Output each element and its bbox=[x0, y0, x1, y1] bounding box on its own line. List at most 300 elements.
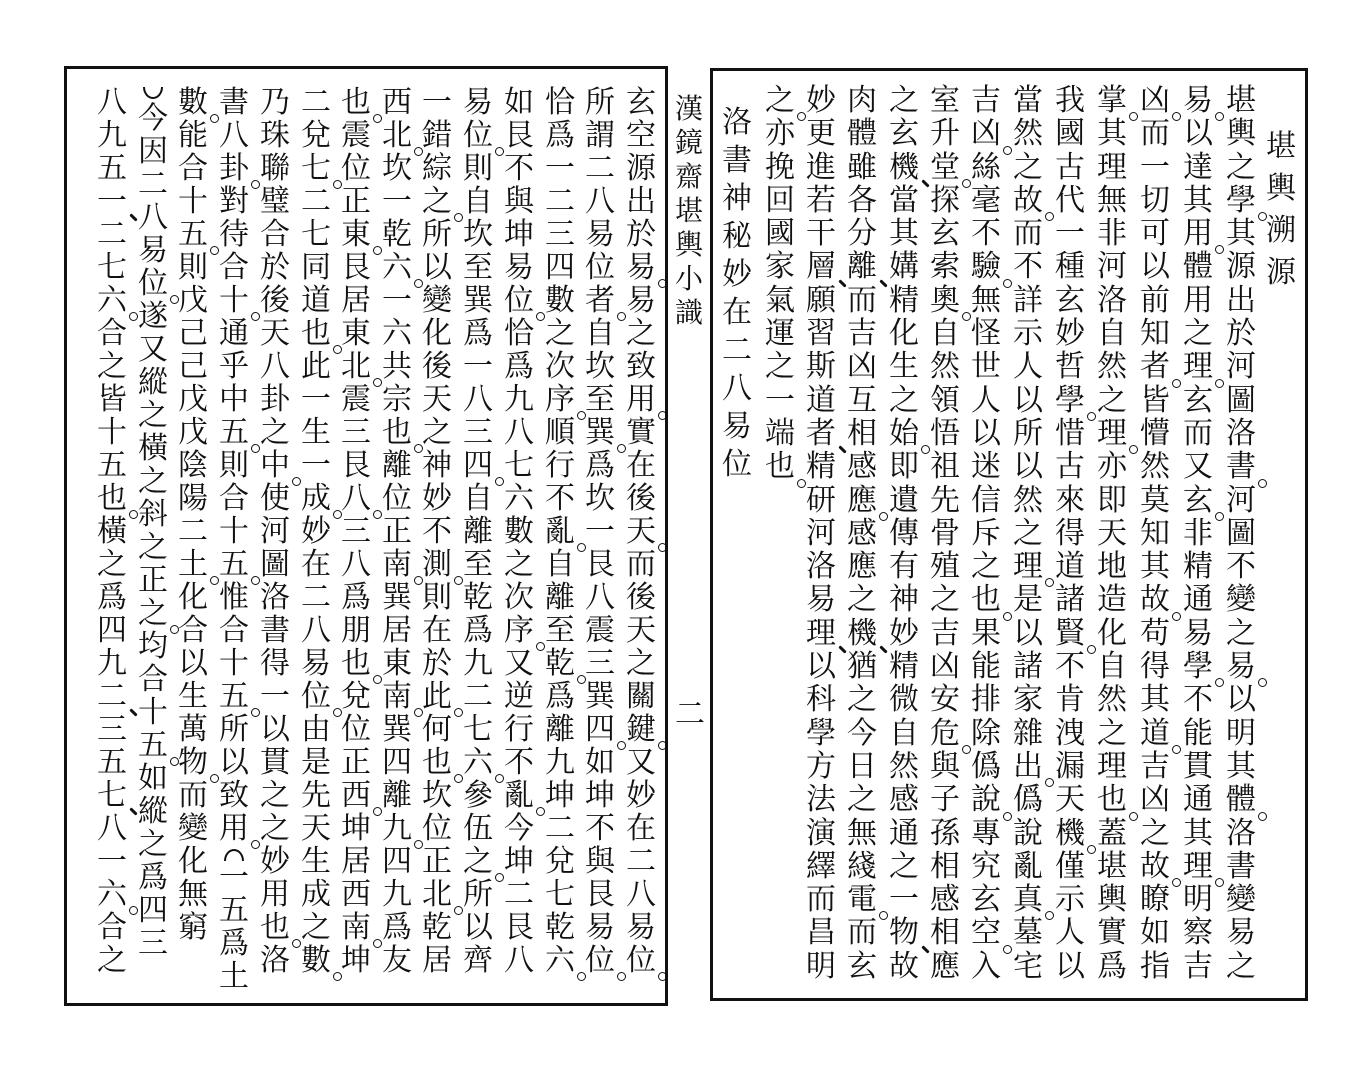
character: 明 bbox=[1183, 882, 1213, 918]
character: 之 bbox=[1013, 149, 1043, 185]
character: 一 bbox=[1140, 149, 1170, 185]
character: 變 bbox=[422, 283, 452, 318]
character: 坎 bbox=[422, 778, 452, 813]
character: 之 bbox=[1226, 948, 1256, 984]
character: 十 bbox=[219, 514, 249, 549]
character: 於 bbox=[260, 250, 290, 285]
character: 堂 bbox=[926, 151, 964, 184]
character: 伍 bbox=[463, 811, 493, 846]
character: 河 bbox=[1097, 249, 1127, 285]
character: 洛 bbox=[260, 943, 290, 978]
character: 體 bbox=[847, 116, 877, 152]
character: 其 bbox=[1140, 682, 1170, 718]
character: 不 bbox=[585, 811, 615, 846]
character: 此 bbox=[418, 680, 456, 713]
character: 位 bbox=[581, 944, 619, 977]
character: 斯 bbox=[806, 349, 836, 385]
character: 氣 bbox=[765, 282, 795, 318]
character: 巽 bbox=[581, 416, 619, 449]
character: 七 bbox=[545, 877, 575, 912]
character: 理 bbox=[1097, 149, 1127, 185]
character: 而 bbox=[626, 547, 656, 582]
character: 說 bbox=[967, 783, 1005, 816]
character: 逆 bbox=[504, 679, 534, 714]
character: 爲 bbox=[463, 613, 493, 648]
running-head bbox=[670, 92, 708, 330]
character: 四 bbox=[581, 713, 619, 746]
character: 者 bbox=[581, 284, 619, 317]
character: 朋 bbox=[341, 613, 371, 648]
character: 然 bbox=[1013, 116, 1043, 152]
character: 一 bbox=[93, 185, 131, 218]
character: 精 bbox=[889, 282, 919, 318]
character: 空 bbox=[967, 916, 1005, 949]
character: 然 bbox=[889, 748, 919, 784]
character: 四 bbox=[138, 893, 168, 928]
character: 一 bbox=[422, 85, 452, 120]
character: 遂 bbox=[138, 299, 168, 334]
character: 玄 bbox=[1055, 282, 1085, 318]
character: 家 bbox=[1013, 682, 1043, 718]
character: 今 bbox=[847, 715, 877, 751]
character: 學 bbox=[806, 715, 836, 751]
character: 易 bbox=[1222, 650, 1260, 683]
character: 九 bbox=[382, 877, 412, 912]
character: 坤 bbox=[341, 811, 371, 846]
character: 吉 bbox=[847, 316, 877, 352]
character: 以 bbox=[463, 910, 493, 945]
character: 用 bbox=[215, 812, 253, 845]
character: 之 bbox=[260, 415, 290, 450]
character: 五 bbox=[97, 745, 127, 780]
character: 以 bbox=[219, 745, 249, 780]
character: 理 bbox=[1093, 417, 1131, 450]
character: 正 bbox=[138, 563, 168, 598]
character: 用 bbox=[1183, 282, 1213, 318]
character: 二 bbox=[722, 333, 752, 368]
character: 之 bbox=[847, 682, 877, 718]
character: 位 bbox=[382, 481, 412, 516]
character: 其 bbox=[1226, 216, 1256, 252]
character: 爲 bbox=[463, 316, 493, 351]
character: 也 bbox=[337, 86, 375, 119]
character: 艮 bbox=[504, 910, 534, 945]
character: 媾 bbox=[889, 249, 919, 285]
character: 萬 bbox=[178, 712, 208, 747]
character: 妙 bbox=[722, 257, 752, 292]
character: 之 bbox=[1140, 815, 1170, 851]
character: 是 bbox=[301, 745, 331, 780]
character: 二 bbox=[138, 167, 168, 202]
character: 端 bbox=[765, 415, 795, 451]
text-column bbox=[93, 86, 131, 977]
character: 僞 bbox=[1013, 782, 1043, 818]
character: 雖 bbox=[847, 149, 877, 185]
character: 以 bbox=[1226, 682, 1256, 718]
character: 位 bbox=[722, 447, 752, 482]
character: 至 bbox=[545, 613, 575, 648]
character: 漢 bbox=[674, 92, 703, 125]
character: 五 bbox=[219, 893, 249, 928]
punctuation-mark bbox=[797, 479, 806, 488]
character: 索 bbox=[930, 249, 960, 285]
character: 北 bbox=[337, 350, 375, 383]
character: 妙 bbox=[260, 844, 290, 879]
character: 通 bbox=[219, 316, 249, 351]
character: 洛 bbox=[806, 549, 836, 585]
character: 震 bbox=[341, 118, 371, 153]
character: 八 bbox=[97, 811, 127, 846]
character: 爲 bbox=[138, 860, 168, 895]
character: 如 bbox=[504, 85, 534, 120]
character: 無 bbox=[971, 282, 1001, 318]
character: 也 bbox=[378, 416, 416, 449]
character: 進 bbox=[806, 149, 836, 185]
character: 不 bbox=[1183, 682, 1213, 718]
character: 位 bbox=[134, 267, 172, 300]
character: 信 bbox=[971, 482, 1001, 518]
character: 河 bbox=[260, 514, 290, 549]
character: 用 bbox=[260, 877, 290, 912]
character: 八 bbox=[260, 349, 290, 384]
character: 肯 bbox=[1055, 682, 1085, 718]
character: 恰 bbox=[545, 85, 575, 120]
character: 國 bbox=[765, 216, 795, 252]
character: 科 bbox=[806, 682, 836, 718]
character: 圖 bbox=[1226, 515, 1256, 551]
character: 三 bbox=[97, 712, 127, 747]
character: 至 bbox=[585, 382, 615, 417]
character: 貫 bbox=[1183, 748, 1213, 784]
character: 當 bbox=[1013, 83, 1043, 118]
character: 以 bbox=[1055, 948, 1085, 984]
character: 之 bbox=[765, 349, 795, 385]
character: 至 bbox=[463, 547, 493, 582]
character: 與 bbox=[930, 748, 960, 784]
character: 一 bbox=[545, 151, 575, 186]
character: 蓋 bbox=[1097, 815, 1127, 851]
character: 正 bbox=[422, 844, 452, 879]
character: 變 bbox=[178, 811, 208, 846]
character: 安 bbox=[930, 682, 960, 718]
character: 以 bbox=[1013, 449, 1043, 485]
character: 三 bbox=[341, 415, 371, 450]
character: 序 bbox=[541, 383, 579, 416]
character: 神 bbox=[422, 448, 452, 483]
character: 也 bbox=[418, 746, 456, 779]
character: 坎 bbox=[463, 217, 493, 252]
character: 非 bbox=[1183, 515, 1213, 551]
character: 堪 bbox=[1226, 83, 1256, 118]
character: 亂 bbox=[500, 779, 538, 812]
character: 其 bbox=[1183, 182, 1213, 218]
character: 由 bbox=[301, 712, 331, 747]
character: 悟 bbox=[930, 415, 960, 451]
character: 三 bbox=[138, 926, 168, 961]
character: 輿 bbox=[1226, 116, 1256, 152]
character: 所 bbox=[422, 217, 452, 252]
character: 六 bbox=[541, 944, 579, 977]
character: 書 bbox=[219, 85, 249, 120]
character: 能 bbox=[1183, 715, 1213, 751]
character: 吉 bbox=[930, 615, 960, 651]
character: 層 bbox=[802, 250, 840, 283]
character: 物 bbox=[174, 746, 212, 779]
character: 友 bbox=[382, 943, 412, 978]
character: 易 bbox=[722, 409, 752, 444]
character: 一 bbox=[889, 882, 919, 918]
character: 不 bbox=[1226, 549, 1256, 585]
character: 六 bbox=[382, 316, 412, 351]
character: 之 bbox=[134, 597, 172, 630]
character: 至 bbox=[463, 250, 493, 285]
character: 二 bbox=[178, 514, 208, 549]
character: 八 bbox=[504, 415, 534, 450]
character: 吉 bbox=[1183, 948, 1213, 984]
character: 窮 bbox=[178, 910, 208, 945]
character: 二 bbox=[301, 184, 331, 219]
text-column bbox=[1093, 84, 1131, 983]
character: 四 bbox=[97, 613, 127, 648]
character: 堪 bbox=[1266, 129, 1296, 164]
character: 諸 bbox=[1013, 649, 1043, 685]
character: 不 bbox=[422, 514, 452, 549]
character: 之 bbox=[971, 549, 1001, 585]
character: 橫 bbox=[138, 431, 168, 466]
character: 自 bbox=[930, 316, 960, 352]
character: 又 bbox=[626, 745, 656, 780]
character: 諸 bbox=[1055, 582, 1085, 618]
character: 理 bbox=[1179, 850, 1217, 883]
character: 以 bbox=[806, 649, 836, 685]
character: 九 bbox=[504, 382, 534, 417]
character: 易 bbox=[504, 250, 534, 285]
character: 孫 bbox=[930, 815, 960, 851]
character: 肉 bbox=[847, 83, 877, 118]
character: 學 bbox=[1051, 384, 1089, 417]
text-column bbox=[297, 86, 335, 977]
character: 機 bbox=[885, 151, 923, 184]
character: 自 bbox=[545, 547, 575, 582]
character: 以 bbox=[1013, 615, 1043, 651]
character: 位 bbox=[500, 284, 538, 317]
character: 秘 bbox=[722, 219, 752, 254]
character: 艮 bbox=[341, 448, 371, 483]
character: 九 bbox=[97, 118, 127, 153]
character: 凶 bbox=[847, 349, 877, 385]
character: 惟 bbox=[219, 580, 249, 615]
character: 源 bbox=[1266, 255, 1296, 290]
character: 溯 bbox=[1266, 213, 1296, 248]
character: 而 bbox=[1183, 415, 1213, 451]
character: 中 bbox=[219, 382, 249, 417]
character: 乎 bbox=[219, 349, 249, 384]
character: 在 bbox=[422, 613, 452, 648]
character: 如 bbox=[138, 761, 168, 796]
character: 順 bbox=[545, 415, 575, 450]
character: 研 bbox=[806, 482, 836, 518]
character: 綫 bbox=[847, 848, 877, 884]
character: 己 bbox=[178, 349, 208, 384]
character: 八 bbox=[585, 184, 615, 219]
character: 五 bbox=[174, 218, 212, 251]
character: 鏡 bbox=[674, 126, 703, 159]
character: 易 bbox=[585, 910, 615, 945]
character: 專 bbox=[971, 815, 1001, 851]
character: 怪 bbox=[971, 316, 1001, 352]
character: 者 bbox=[802, 417, 840, 450]
character: 化 bbox=[178, 844, 208, 879]
character: 離 bbox=[463, 514, 493, 549]
character: 妙 bbox=[626, 778, 656, 813]
character: 七 bbox=[297, 152, 335, 185]
character: 合 bbox=[97, 316, 127, 351]
character: 行 bbox=[545, 448, 575, 483]
character: 數 bbox=[545, 283, 575, 318]
character: 化 bbox=[422, 316, 452, 351]
character: 理 bbox=[1179, 350, 1217, 383]
character: 先 bbox=[301, 778, 331, 813]
character: 二 bbox=[301, 580, 331, 615]
character: 感 bbox=[847, 515, 877, 551]
character: 離 bbox=[545, 580, 575, 615]
character: 驗 bbox=[967, 250, 1005, 283]
character: 二 bbox=[301, 85, 331, 120]
character: 感 bbox=[889, 782, 919, 818]
character: 示 bbox=[1055, 882, 1085, 918]
character: 艮 bbox=[585, 877, 615, 912]
character: 居 bbox=[382, 613, 412, 648]
character: 十 bbox=[219, 646, 249, 681]
character: 玄 bbox=[889, 116, 919, 152]
text-column bbox=[215, 86, 253, 993]
character: 坤 bbox=[341, 943, 371, 978]
character: 實 bbox=[1097, 915, 1127, 951]
character: 之 bbox=[138, 827, 168, 862]
character: 之 bbox=[97, 943, 127, 978]
character: 離 bbox=[382, 448, 412, 483]
text-column bbox=[1051, 84, 1089, 983]
text-column bbox=[1009, 84, 1047, 983]
character: 易 bbox=[626, 283, 656, 318]
character: 不 bbox=[504, 745, 534, 780]
character: 土 bbox=[174, 548, 212, 581]
character: 方 bbox=[806, 748, 836, 784]
character: 掌 bbox=[1093, 84, 1131, 117]
character: 也 bbox=[337, 647, 375, 680]
character: 出 bbox=[1226, 282, 1256, 318]
character: 懵 bbox=[1140, 415, 1170, 451]
character: 理 bbox=[1009, 550, 1047, 583]
character: 也 bbox=[761, 450, 799, 483]
character: 陰 bbox=[178, 448, 208, 483]
character: 哲 bbox=[1055, 349, 1085, 385]
character: 爲 bbox=[219, 926, 249, 961]
character: 人 bbox=[971, 382, 1001, 418]
character: 僅 bbox=[1055, 848, 1085, 884]
character: 道 bbox=[1136, 717, 1174, 750]
character: 爲 bbox=[97, 580, 127, 615]
character: 以 bbox=[178, 646, 208, 681]
character: 昌 bbox=[806, 915, 836, 951]
character: 位 bbox=[341, 712, 371, 747]
character: 天 bbox=[422, 382, 452, 417]
character: 之 bbox=[1097, 382, 1127, 418]
character: 之 bbox=[1097, 715, 1127, 751]
character: 之 bbox=[97, 349, 127, 384]
character: 無 bbox=[1097, 182, 1127, 218]
character: 天 bbox=[626, 613, 656, 648]
character: 惜 bbox=[1055, 415, 1085, 451]
character: 更 bbox=[806, 116, 836, 152]
character: 後 bbox=[260, 283, 290, 318]
character: 之 bbox=[301, 910, 331, 945]
character: 迷 bbox=[971, 449, 1001, 485]
character: 然 bbox=[1097, 682, 1127, 718]
character: 橫 bbox=[97, 514, 127, 549]
character: 吉 bbox=[971, 83, 1001, 118]
character: 之 bbox=[1013, 515, 1043, 551]
character: 土 bbox=[219, 959, 249, 994]
character: 相 bbox=[930, 848, 960, 884]
character: 二 bbox=[545, 184, 575, 219]
character: 十 bbox=[97, 415, 127, 450]
character: 不 bbox=[1013, 249, 1043, 285]
character: 詳 bbox=[1013, 282, 1043, 318]
character: 爲 bbox=[585, 448, 615, 483]
character: 堪 bbox=[1097, 848, 1127, 884]
character: 合 bbox=[219, 481, 249, 516]
character: 乾 bbox=[382, 217, 412, 252]
character: 骨 bbox=[930, 515, 960, 551]
character: 玄 bbox=[1183, 382, 1213, 418]
character: 子 bbox=[930, 782, 960, 818]
character: 九 bbox=[378, 812, 416, 845]
character: 繹 bbox=[806, 848, 836, 884]
character: 在 bbox=[626, 811, 656, 846]
character: 與 bbox=[504, 184, 534, 219]
character: 其 bbox=[1183, 815, 1213, 851]
character: 切 bbox=[1140, 182, 1170, 218]
character: 妙 bbox=[422, 481, 452, 516]
character: 震 bbox=[341, 382, 371, 417]
character: 亦 bbox=[1097, 449, 1127, 485]
character: 艮 bbox=[504, 118, 534, 153]
character: 而 bbox=[1140, 116, 1170, 152]
character: 然 bbox=[1140, 449, 1170, 485]
character: 自 bbox=[463, 184, 493, 219]
character: 七 bbox=[301, 217, 331, 252]
character: 九 bbox=[545, 745, 575, 780]
character: 一 bbox=[765, 382, 795, 418]
character: 之 bbox=[889, 83, 919, 118]
character: 貫 bbox=[260, 745, 290, 780]
character: 道 bbox=[806, 382, 836, 418]
character: 機 bbox=[1051, 817, 1089, 850]
character: 日 bbox=[847, 748, 877, 784]
character: 於 bbox=[422, 646, 452, 681]
character: 坤 bbox=[545, 778, 575, 813]
character: 洛 bbox=[722, 105, 752, 140]
character: 而 bbox=[1013, 216, 1043, 252]
character: 鍵 bbox=[622, 713, 660, 746]
text-column bbox=[843, 84, 881, 983]
character: 位 bbox=[297, 680, 335, 713]
character: 又 bbox=[504, 646, 534, 681]
character: 之 bbox=[889, 848, 919, 884]
character: 習 bbox=[806, 316, 836, 352]
character: 體 bbox=[1183, 249, 1213, 285]
